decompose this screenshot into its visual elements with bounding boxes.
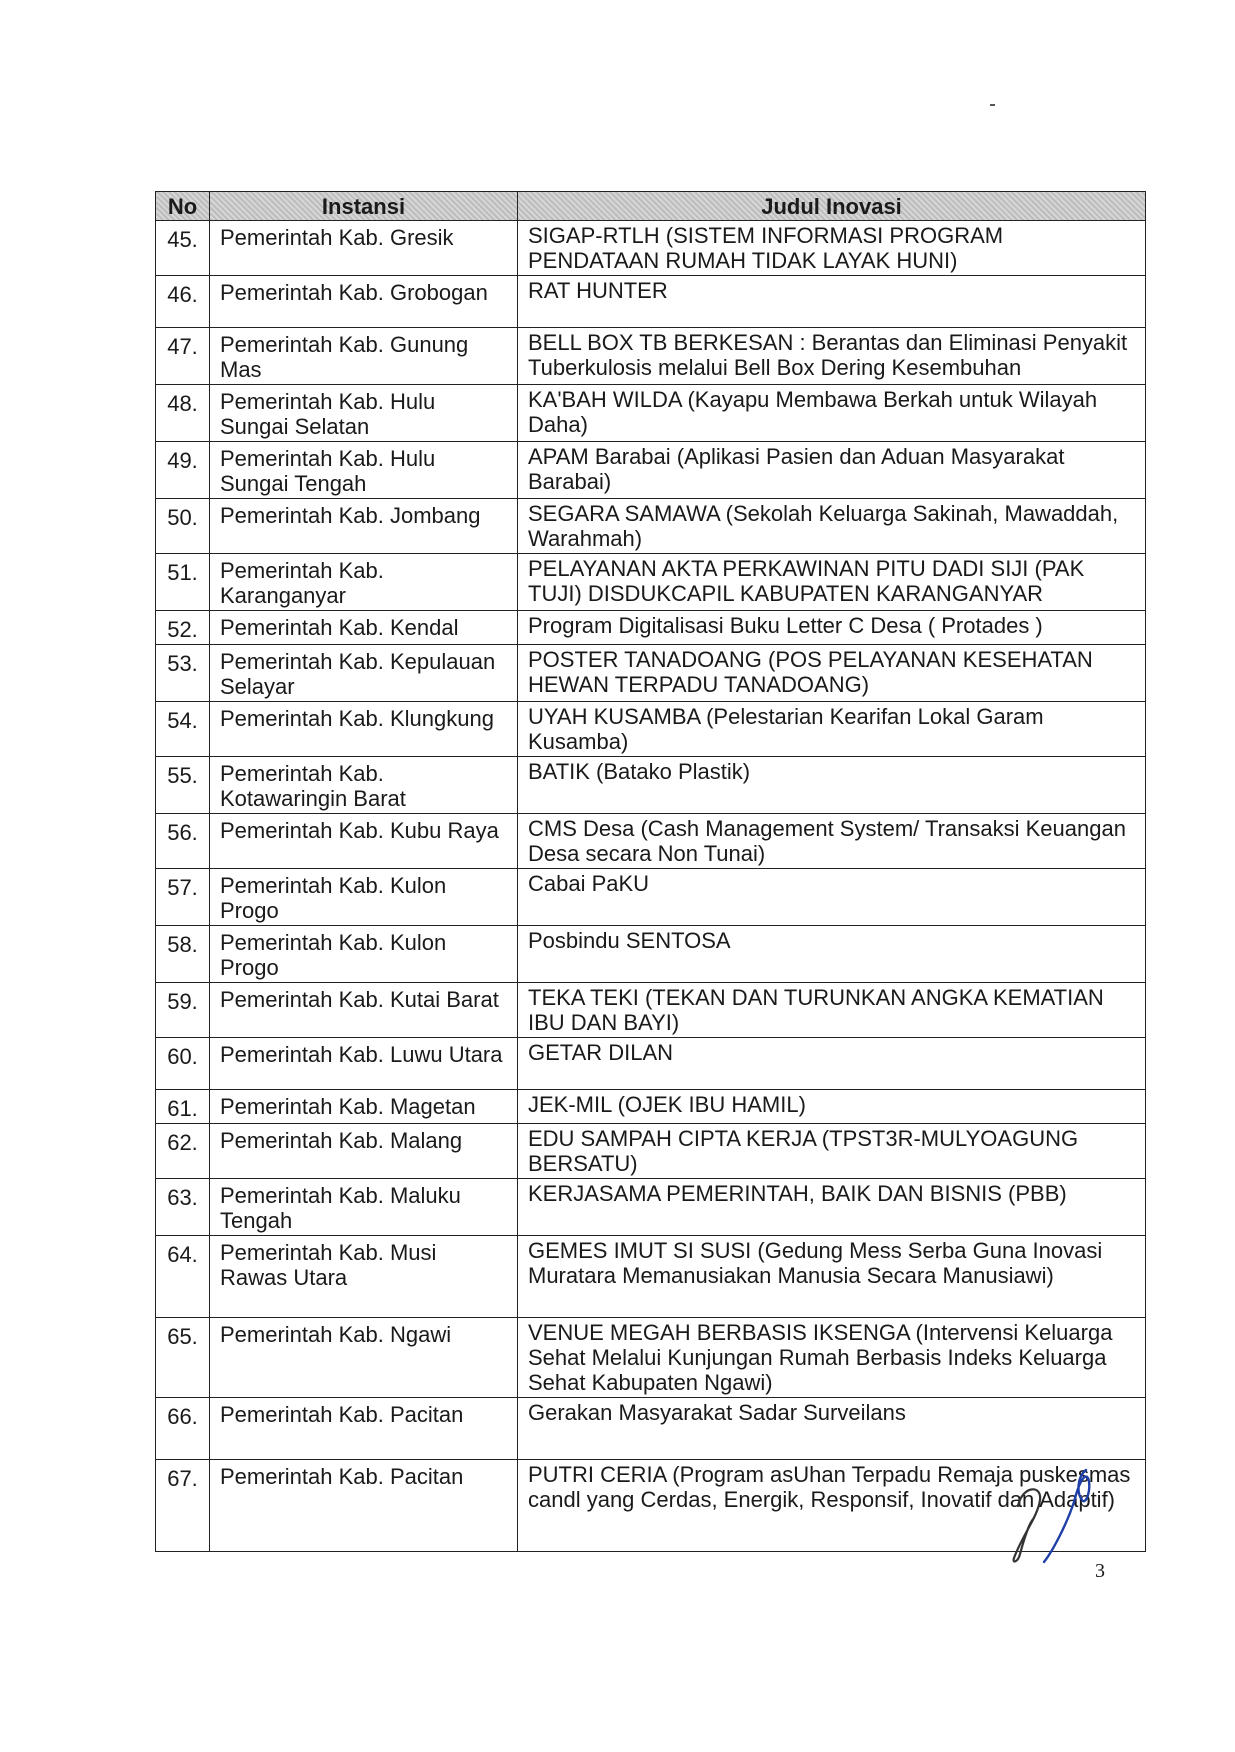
table-row xyxy=(156,1090,1146,1124)
cell-judul: GETAR DILAN xyxy=(518,1038,1146,1090)
cell-judul: Gerakan Masyarakat Sadar Surveilans xyxy=(518,1398,1146,1460)
cell-no: 52. xyxy=(156,611,210,645)
table-row xyxy=(156,1398,1146,1460)
cell-no: 61. xyxy=(156,1090,210,1124)
cell-judul: Program Digitalisasi Buku Letter C Desa ( Protades ) xyxy=(518,611,1146,645)
cell-no: 56. xyxy=(156,814,210,869)
cell-judul: GEMES IMUT SI SUSI (Gedung Mess Serba Guna Inovasi Muratara Memanusiakan Manusia Secara Manusiawi) xyxy=(518,1236,1146,1318)
cell-no: 48. xyxy=(156,385,210,442)
header-judul: Judul Inovasi xyxy=(518,192,1146,221)
cell-instansi: Pemerintah Kab. Karanganyar xyxy=(210,554,518,611)
table-row xyxy=(156,757,1146,814)
cell-judul: KERJASAMA PEMERINTAH, BAIK DAN BISNIS (PBB) xyxy=(518,1179,1146,1236)
cell-judul: JEK-MIL (OJEK IBU HAMIL) xyxy=(518,1090,1146,1124)
cell-judul: SEGARA SAMAWA (Sekolah Keluarga Sakinah, Mawaddah, Warahmah) xyxy=(518,499,1146,554)
cell-no: 60. xyxy=(156,1038,210,1090)
table-row xyxy=(156,1179,1146,1236)
cell-instansi: Pemerintah Kab. Magetan xyxy=(210,1090,518,1124)
cell-instansi: Pemerintah Kab. Jombang xyxy=(210,499,518,554)
innovation-table-wrapper xyxy=(155,191,1145,1552)
table-row xyxy=(156,1236,1146,1318)
cell-judul: SIGAP-RTLH (SISTEM INFORMASI PROGRAM PENDATAAN RUMAH TIDAK LAYAK HUNI) xyxy=(518,221,1146,276)
table-row xyxy=(156,221,1146,276)
cell-judul: BELL BOX TB BERKESAN : Berantas dan Eliminasi Penyakit Tuberkulosis melalui Bell Box Dering Kesembuhan xyxy=(518,328,1146,385)
cell-no: 46. xyxy=(156,276,210,328)
cell-no: 51. xyxy=(156,554,210,611)
header-no: No xyxy=(156,192,210,221)
cell-no: 59. xyxy=(156,983,210,1038)
cell-no: 50. xyxy=(156,499,210,554)
cell-no: 53. xyxy=(156,645,210,702)
cell-instansi: Pemerintah Kab. Kutai Barat xyxy=(210,983,518,1038)
header-instansi: Instansi xyxy=(210,192,518,221)
page-number: 3 xyxy=(1095,1560,1105,1582)
cell-judul: EDU SAMPAH CIPTA KERJA (TPST3R-MULYOAGUNG BERSATU) xyxy=(518,1124,1146,1179)
table-row xyxy=(156,645,1146,702)
cell-judul: Cabai PaKU xyxy=(518,869,1146,926)
table-body xyxy=(156,221,1146,1552)
table-header-row xyxy=(156,192,1146,221)
table-row xyxy=(156,702,1146,757)
cell-judul: KA'BAH WILDA (Kayapu Membawa Berkah untuk Wilayah Daha) xyxy=(518,385,1146,442)
cell-judul: RAT HUNTER xyxy=(518,276,1146,328)
cell-no: 58. xyxy=(156,926,210,983)
cell-no: 49. xyxy=(156,442,210,499)
table-row xyxy=(156,926,1146,983)
table-row xyxy=(156,869,1146,926)
table-row xyxy=(156,1124,1146,1179)
table-row xyxy=(156,276,1146,328)
cell-instansi: Pemerintah Kab. Malang xyxy=(210,1124,518,1179)
scan-mark xyxy=(990,104,995,106)
cell-judul: CMS Desa (Cash Management System/ Transaksi Keuangan Desa secara Non Tunai) xyxy=(518,814,1146,869)
cell-instansi: Pemerintah Kab. Kulon Progo xyxy=(210,926,518,983)
cell-instansi: Pemerintah Kab. Hulu Sungai Tengah xyxy=(210,442,518,499)
cell-instansi: Pemerintah Kab. Gresik xyxy=(210,221,518,276)
cell-no: 63. xyxy=(156,1179,210,1236)
cell-no: 47. xyxy=(156,328,210,385)
table-row xyxy=(156,814,1146,869)
cell-judul: Posbindu SENTOSA xyxy=(518,926,1146,983)
cell-judul: VENUE MEGAH BERBASIS IKSENGA (Intervensi Keluarga Sehat Melalui Kunjungan Rumah Berbasis Indeks Keluarga Sehat Kabupaten Ngawi) xyxy=(518,1318,1146,1398)
cell-judul: TEKA TEKI (TEKAN DAN TURUNKAN ANGKA KEMATIAN IBU DAN BAYI) xyxy=(518,983,1146,1038)
table-row xyxy=(156,1038,1146,1090)
table-row xyxy=(156,1460,1146,1552)
cell-no: 57. xyxy=(156,869,210,926)
cell-judul: BATIK (Batako Plastik) xyxy=(518,757,1146,814)
cell-instansi: Pemerintah Kab. Hulu Sungai Selatan xyxy=(210,385,518,442)
table-row xyxy=(156,328,1146,385)
cell-no: 54. xyxy=(156,702,210,757)
cell-instansi: Pemerintah Kab. Kulon Progo xyxy=(210,869,518,926)
cell-instansi: Pemerintah Kab. Gunung Mas xyxy=(210,328,518,385)
table-row xyxy=(156,385,1146,442)
table-row xyxy=(156,442,1146,499)
table-row xyxy=(156,554,1146,611)
cell-instansi: Pemerintah Kab. Luwu Utara xyxy=(210,1038,518,1090)
cell-judul: POSTER TANADOANG (POS PELAYANAN KESEHATAN HEWAN TERPADU TANADOANG) xyxy=(518,645,1146,702)
cell-instansi: Pemerintah Kab. Pacitan xyxy=(210,1460,518,1552)
cell-judul: PELAYANAN AKTA PERKAWINAN PITU DADI SIJI (PAK TUJI) DISDUKCAPIL KABUPATEN KARANGANYAR xyxy=(518,554,1146,611)
cell-judul: PUTRI CERIA (Program asUhan Terpadu Remaja puskesmas candl yang Cerdas, Energik, Responsif, Inovatif dan Adaptif) xyxy=(518,1460,1146,1552)
table-row xyxy=(156,1318,1146,1398)
innovation-table xyxy=(155,191,1146,1552)
cell-judul: UYAH KUSAMBA (Pelestarian Kearifan Lokal Garam Kusamba) xyxy=(518,702,1146,757)
cell-instansi: Pemerintah Kab. Grobogan xyxy=(210,276,518,328)
cell-instansi: Pemerintah Kab. Ngawi xyxy=(210,1318,518,1398)
handwritten-signature xyxy=(1000,1466,1110,1566)
cell-no: 67. xyxy=(156,1460,210,1552)
cell-no: 65. xyxy=(156,1318,210,1398)
cell-instansi: Pemerintah Kab. Kotawaringin Barat xyxy=(210,757,518,814)
cell-judul: APAM Barabai (Aplikasi Pasien dan Aduan Masyarakat Barabai) xyxy=(518,442,1146,499)
cell-instansi: Pemerintah Kab. Pacitan xyxy=(210,1398,518,1460)
cell-instansi: Pemerintah Kab. Kepulauan Selayar xyxy=(210,645,518,702)
table-row xyxy=(156,983,1146,1038)
cell-instansi: Pemerintah Kab. Kendal xyxy=(210,611,518,645)
cell-instansi: Pemerintah Kab. Musi Rawas Utara xyxy=(210,1236,518,1318)
table-row xyxy=(156,499,1146,554)
cell-instansi: Pemerintah Kab. Kubu Raya xyxy=(210,814,518,869)
cell-instansi: Pemerintah Kab. Klungkung xyxy=(210,702,518,757)
cell-no: 64. xyxy=(156,1236,210,1318)
cell-no: 62. xyxy=(156,1124,210,1179)
table-row xyxy=(156,611,1146,645)
cell-no: 55. xyxy=(156,757,210,814)
cell-instansi: Pemerintah Kab. Maluku Tengah xyxy=(210,1179,518,1236)
cell-no: 45. xyxy=(156,221,210,276)
cell-no: 66. xyxy=(156,1398,210,1460)
